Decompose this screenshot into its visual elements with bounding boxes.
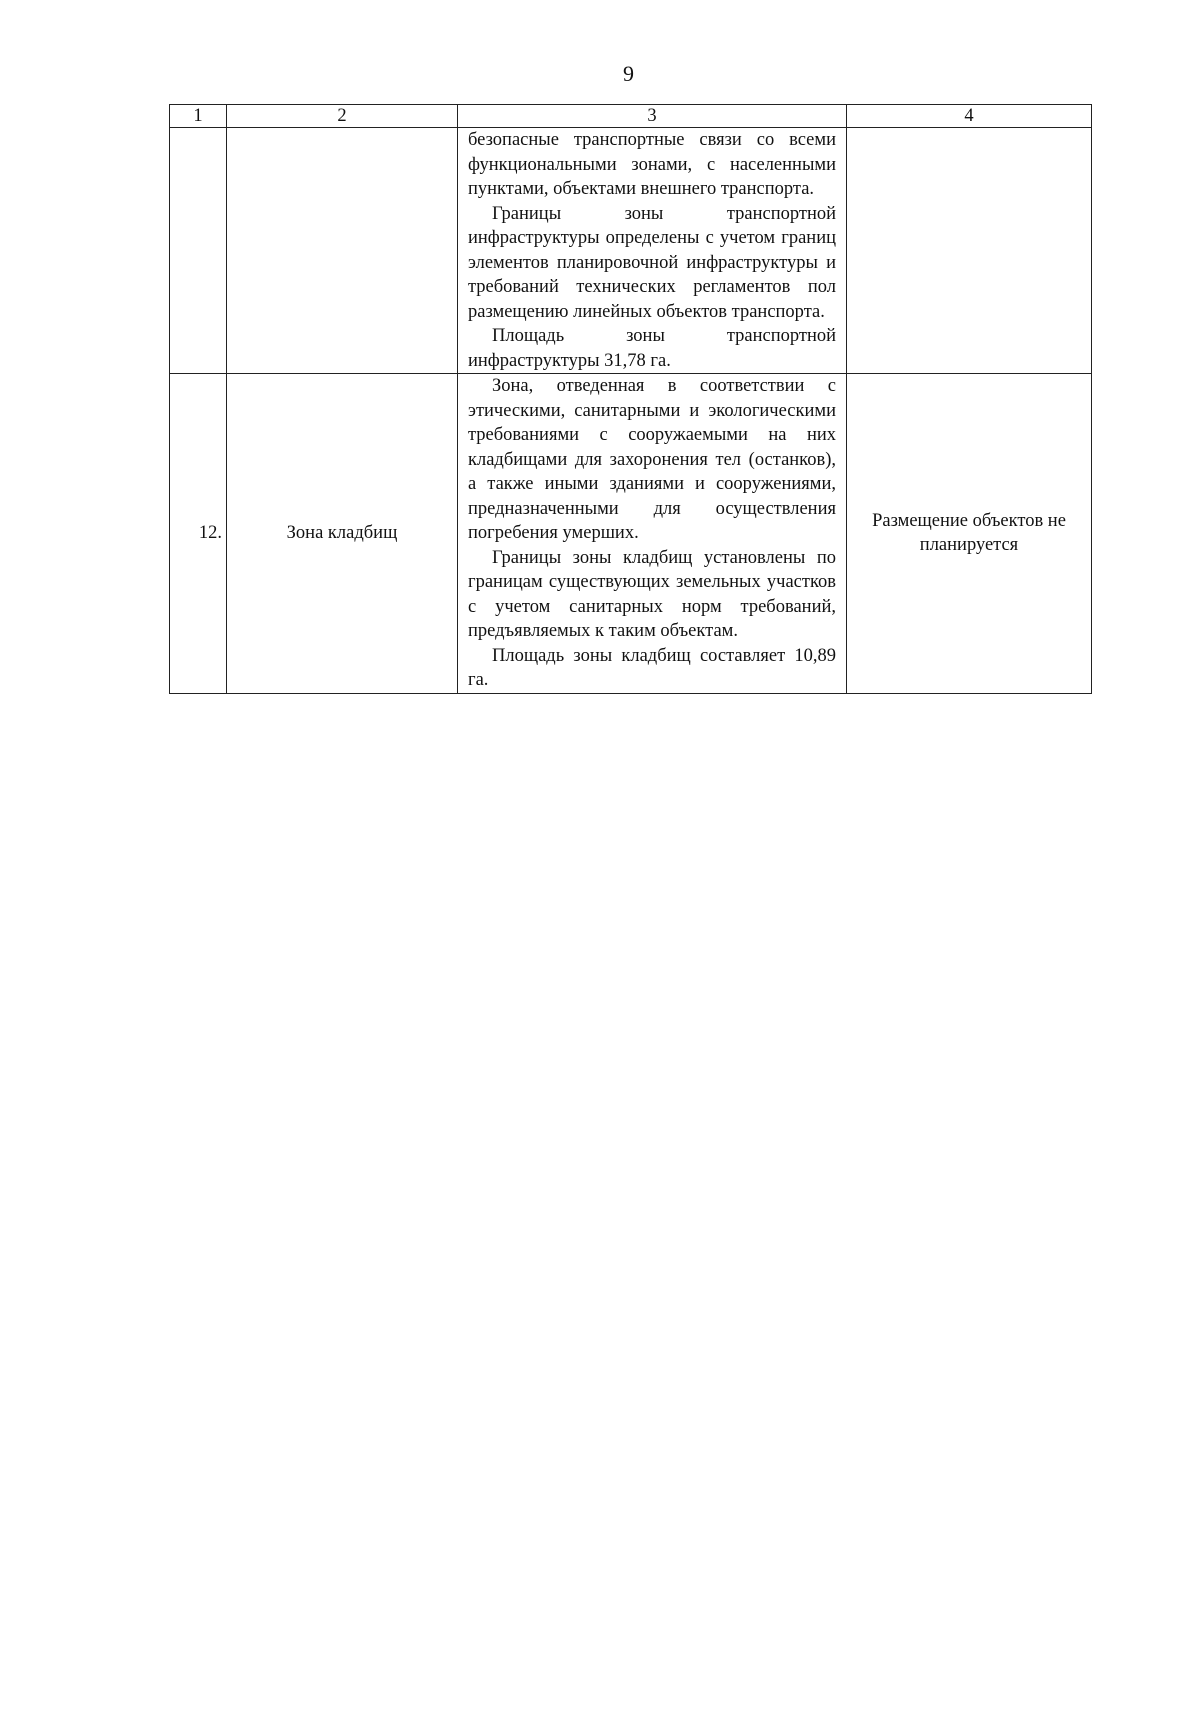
row-number-cell: 12. — [170, 374, 227, 694]
table-header-row — [170, 105, 1092, 128]
zone-name-cell: Зона кладбищ — [227, 374, 458, 694]
row-number-cell — [170, 128, 227, 374]
description-paragraph: Границы зоны кладбищ установлены по границам существующих земельных участков с учетом санитарных норм требований, предъявляемых к таким объектам. — [468, 547, 836, 641]
table-row — [170, 374, 1092, 694]
description-paragraph: Зона, отведенная в соответствии с этическими, санитарными и экологическими требованиями с сооружаемыми на них кладбищами для захоронения тел (останков), а также иными зданиями и сооружениями, предназначенными для осуществления погребения умерших. — [468, 376, 836, 543]
zones-table — [169, 104, 1092, 694]
planned-objects-cell: Размещение объектов не планируется — [847, 374, 1092, 694]
planned-objects-cell — [847, 128, 1092, 374]
zone-description-cell — [458, 128, 847, 374]
description-paragraph: безопасные транспортные связи со всеми функциональными зонами, с населенными пунктами, объектами внешнего транспорта. — [468, 130, 836, 199]
description-paragraph: Площадь зоны транспортной инфраструктуры 31,78 га. — [468, 326, 836, 371]
column-header-2: 2 — [227, 105, 458, 128]
zone-name-cell — [227, 128, 458, 374]
column-header-3: 3 — [458, 105, 847, 128]
table-row — [170, 128, 1092, 374]
column-header-1: 1 — [170, 105, 227, 128]
description-paragraph: Площадь зоны кладбищ составляет 10,89 га. — [468, 645, 836, 690]
column-header-4: 4 — [847, 105, 1092, 128]
zone-description-cell — [458, 374, 847, 694]
page-number: 9 — [623, 61, 634, 86]
description-paragraph: Границы зоны транспортной инфраструктуры определены с учетом границ элементов планировочной инфраструктуры и требований технических регламентов пол размещению линейных объектов транспорта. — [468, 203, 836, 322]
